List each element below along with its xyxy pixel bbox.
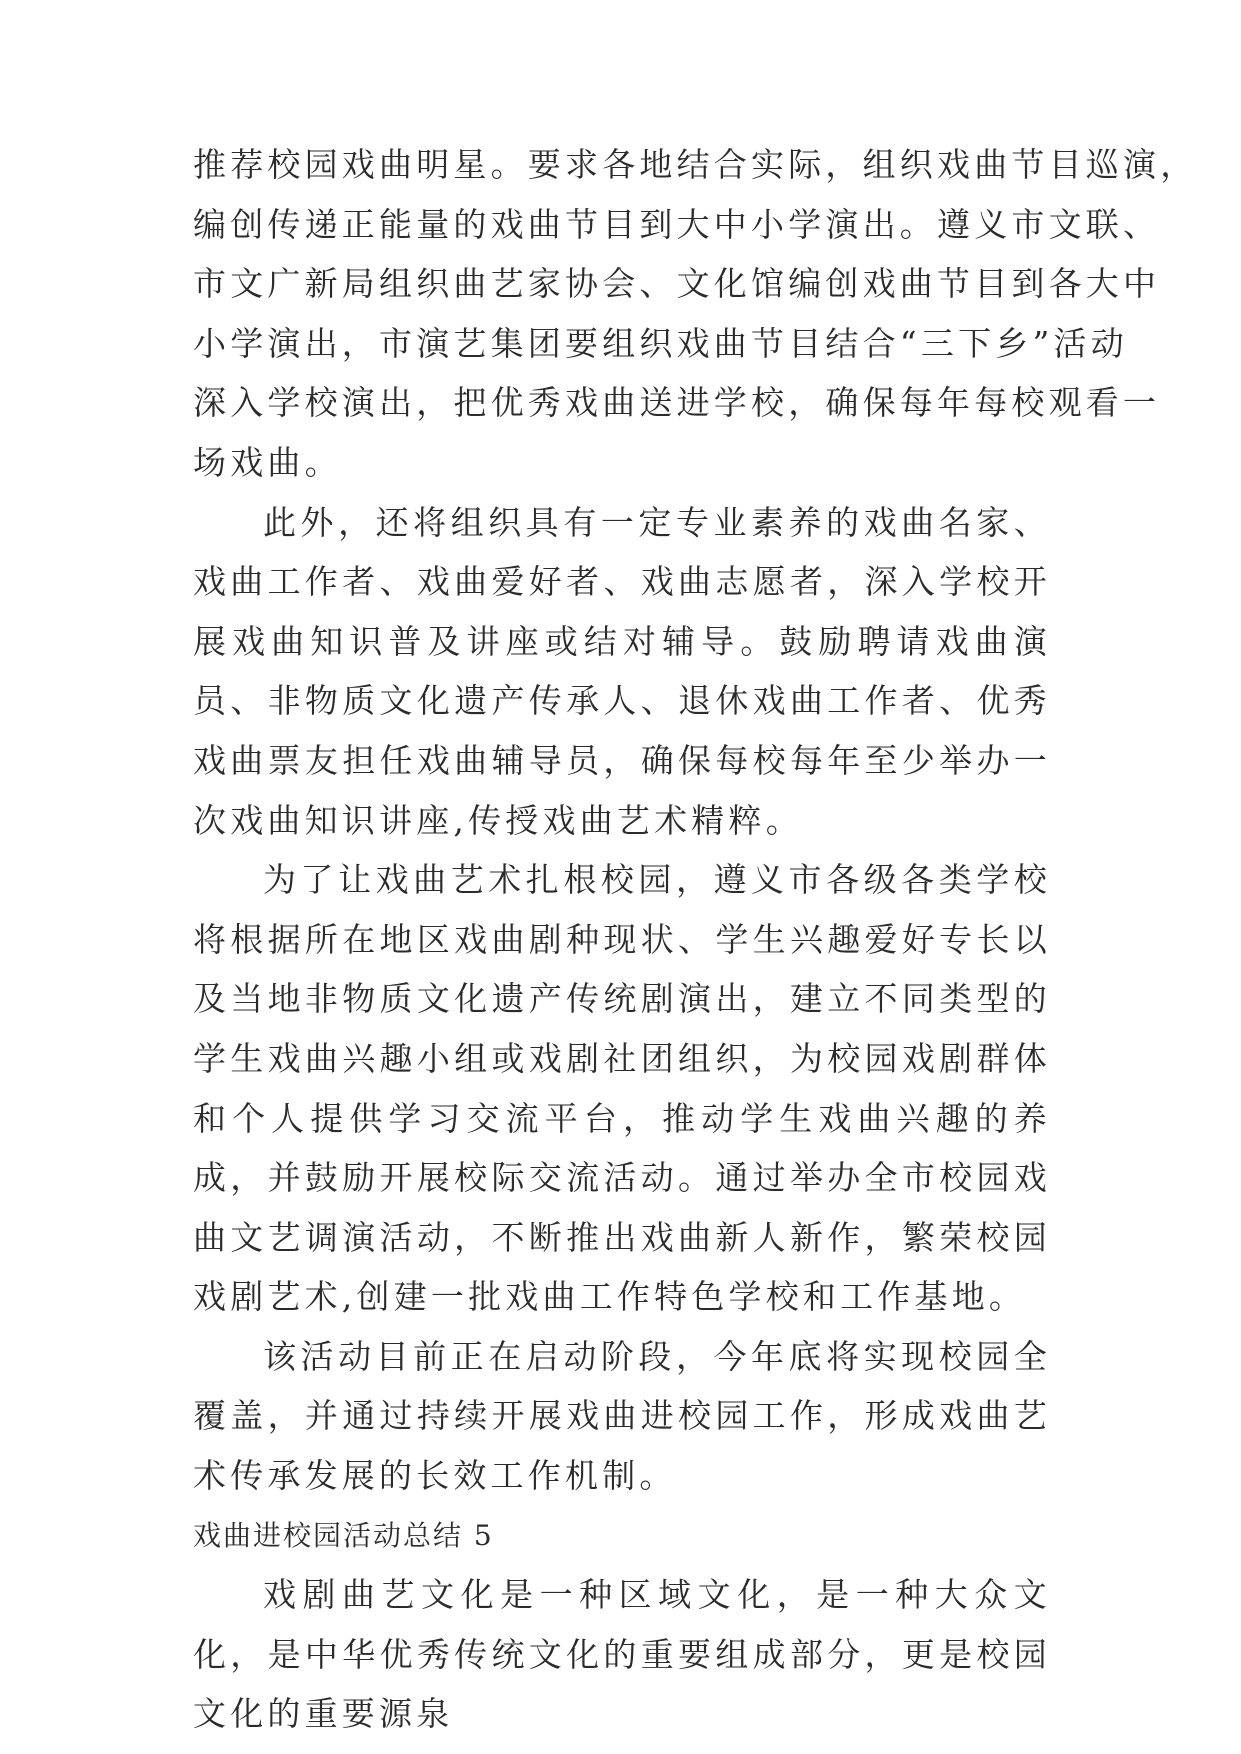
paragraph-culture: 戏剧曲艺文化是一种区域文化，是一种大众文化，是中华优秀传统文化的重要组成部分，更是校园文化的重要源泉: [193, 1575, 1051, 1734]
paragraph-status: 该活动目前正在启动阶段，今年底将实现校园全覆盖，并通过持续开展戏曲进校园工作，形成戏曲艺术传承发展的长效工作机制。: [193, 1336, 1051, 1496]
text-line: 市文广新局组织曲艺家协会、文化馆编创戏曲节目到各大中: [193, 264, 1161, 304]
document-body: [193, 135, 1198, 1744]
intro-paragraph: [193, 135, 1198, 493]
text-line: 深入学校演出，把优秀戏曲送进学校，确保每年每校观看一: [193, 383, 1161, 423]
text-line: 小学演出，市演艺集团要组织戏曲节目结合“三下乡”活动: [193, 323, 1128, 363]
paragraph-outreach: 此外，还将组织具有一定专业素养的戏曲名家、戏曲工作者、戏曲爱好者、戏曲志愿者，深入学校开展戏曲知识普及讲座或结对辅导。鼓励聘请戏曲演员、非物质文化遗产传承人、退休戏曲工作者、优秀戏曲票友担任戏曲辅导员，确保每校每年至少举办一次戏曲知识讲座,传授戏曲艺术精粹。: [193, 502, 1051, 840]
text-line: 推荐校园戏曲明星。要求各地结合实际，组织戏曲节目巡演，: [193, 145, 1198, 184]
paragraph-campus-roots: 为了让戏曲艺术扎根校园，遵义市各级各类学校将根据所在地区戏曲剧种现状、学生兴趣爱好专长以及当地非物质文化遗产传统剧演出，建立不同类型的学生戏曲兴趣小组或戏剧社团组织，为校园戏剧群体和个人提供学习交流平台，推动学生戏曲兴趣的养成，并鼓励开展校际交流活动。通过举办全市校园戏曲文艺调演活动，不断推出戏曲新人新作，繁荣校园戏剧艺术,创建一批戏曲工作特色学校和工作基地。: [193, 860, 1051, 1317]
section-heading: 戏曲进校园活动总结 5: [193, 1518, 494, 1552]
text-line: 场戏曲。: [193, 442, 342, 482]
text-line: 编创传递正能量的戏曲节目到大中小学演出。遵义市文联、: [193, 204, 1161, 244]
